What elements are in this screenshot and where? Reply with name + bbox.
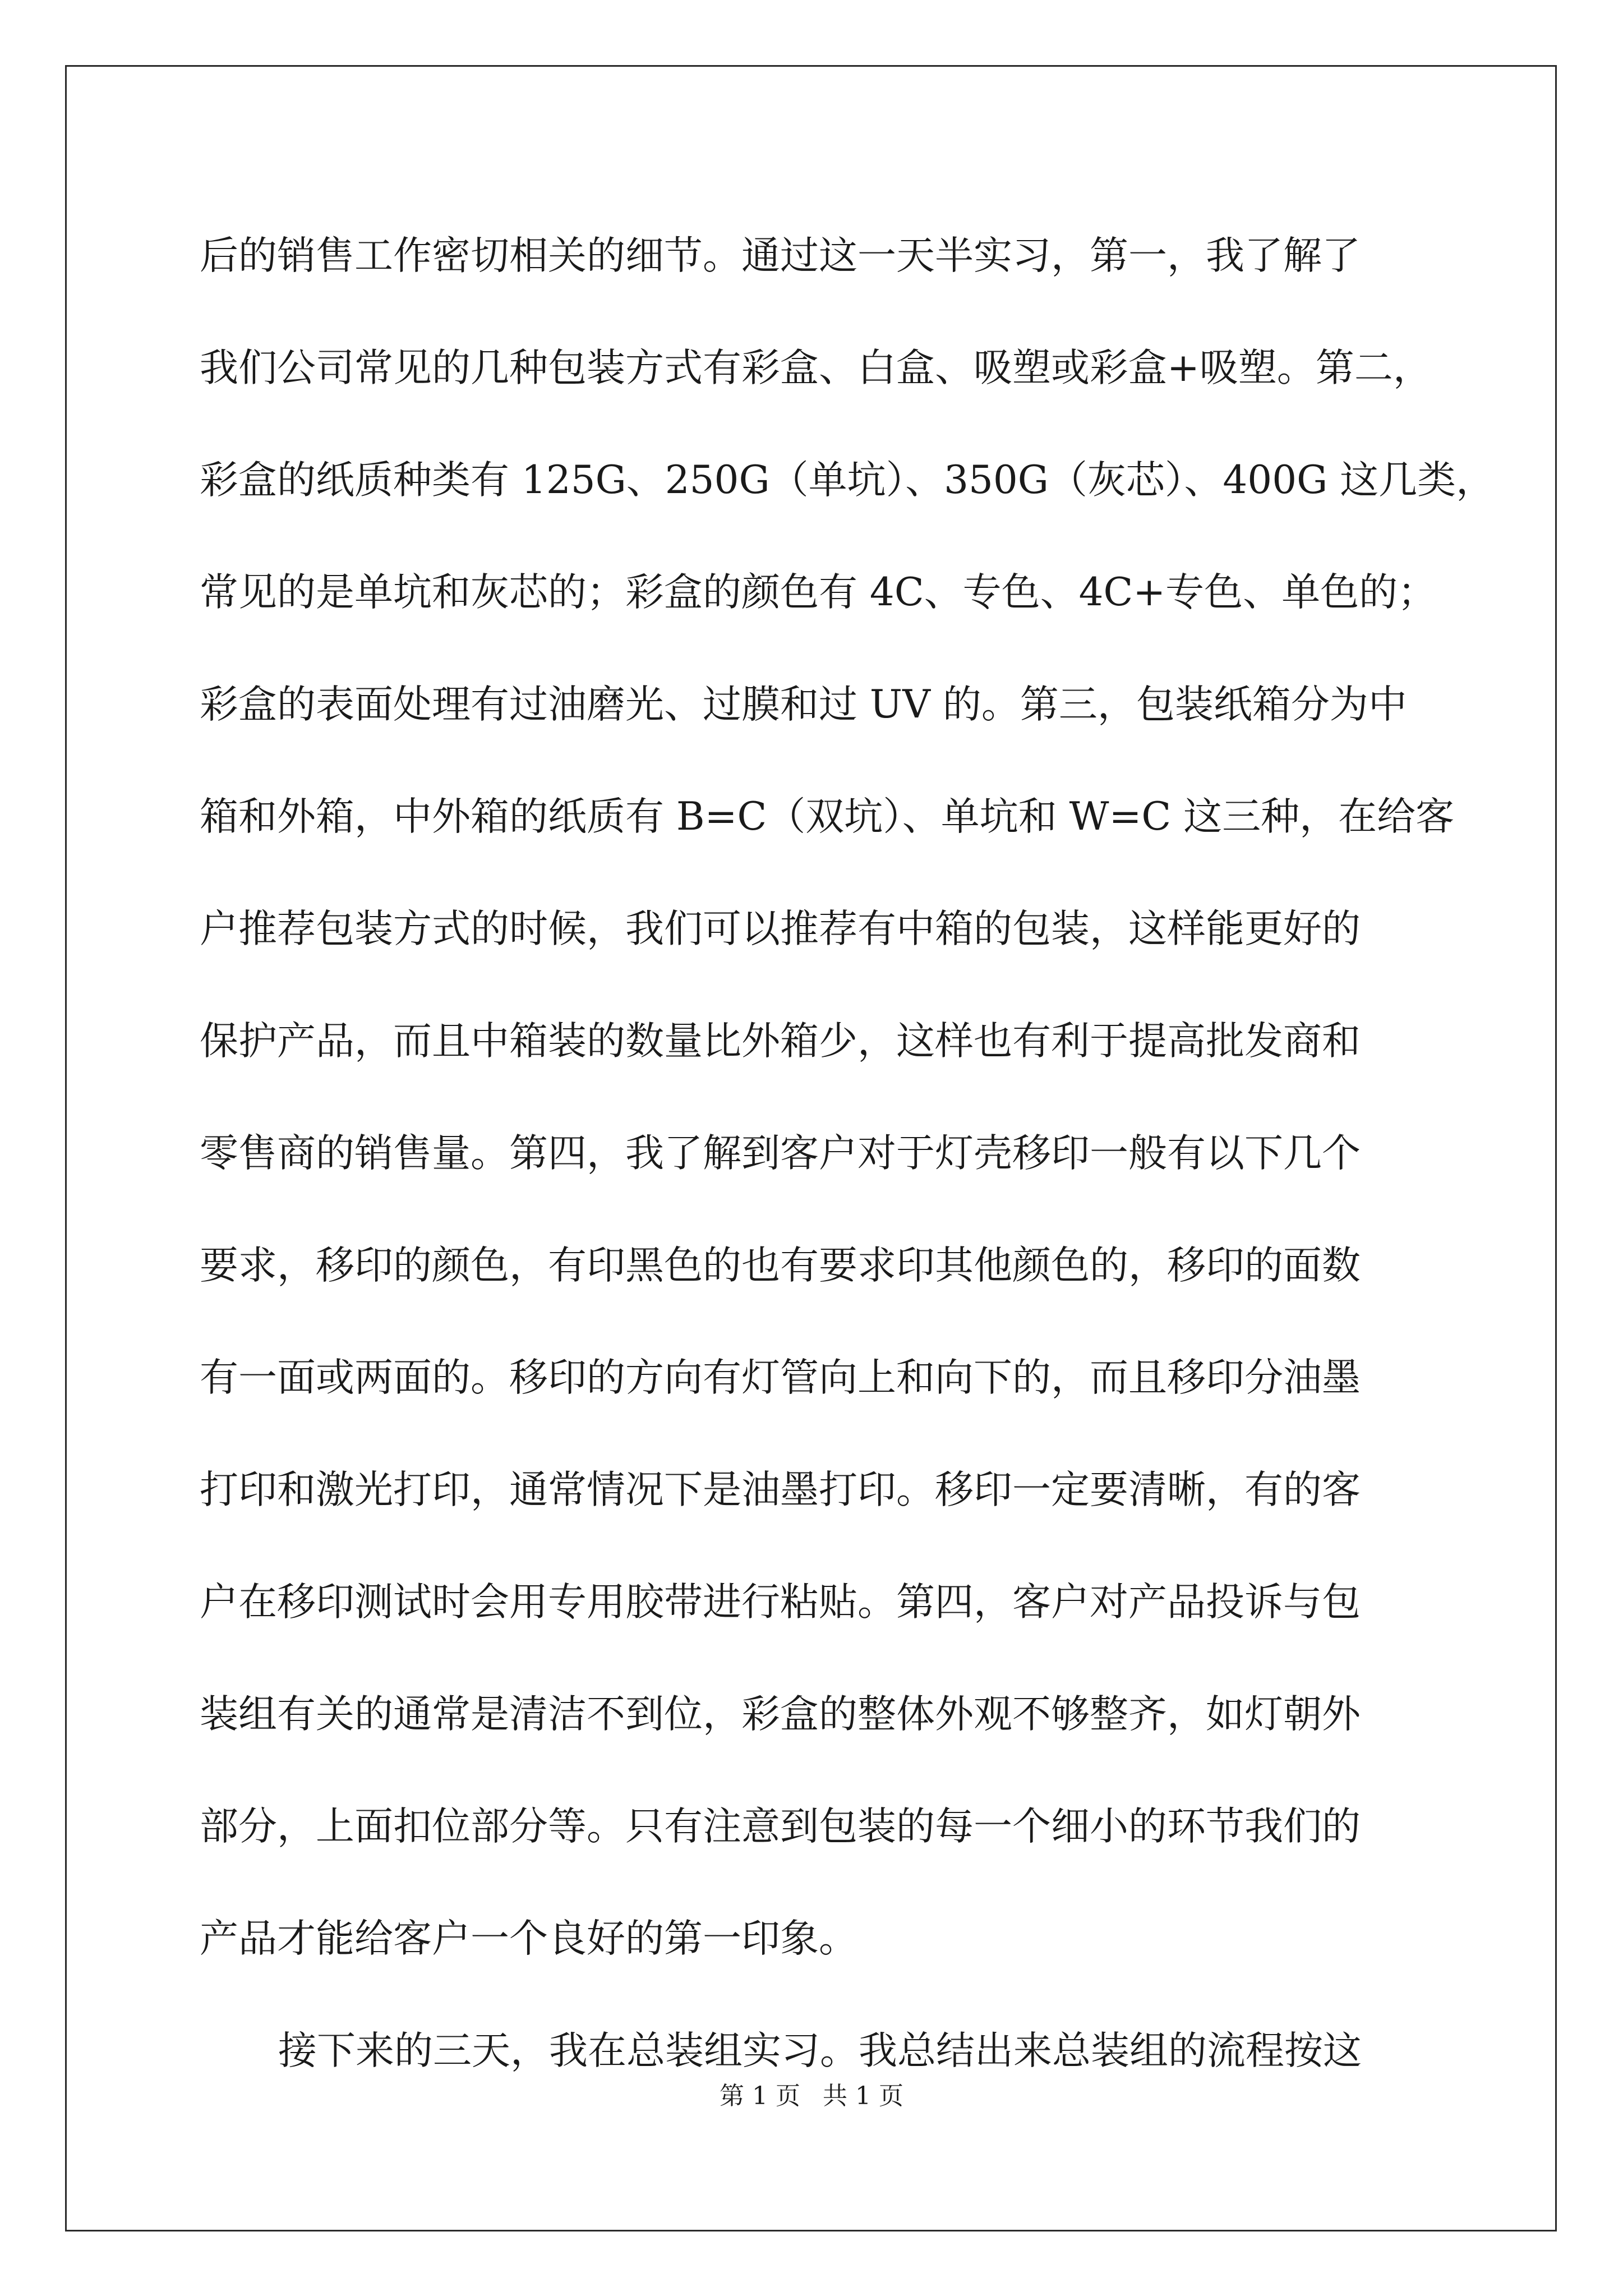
page-footer [0,2076,1623,2111]
text-line: 户在移印测试时会用专用胶带进行粘贴。第四，客户对产品投诉与包 [200,1580,1361,1625]
text-line: 有一面或两面的。移印的方向有灯管向上和向下的，而且移印分油墨 [200,1355,1361,1400]
page-number: 第 1 页 [720,2082,800,2110]
text-line: 保护产品，而且中箱装的数量比外箱少，这样也有利于提高批发商和 [200,1019,1361,1064]
text-line: 打印和激光打印，通常情况下是油墨打印。移印一定要清晰，有的客 [200,1467,1361,1512]
text-line: 我们公司常见的几种包装方式有彩盒、白盒、吸塑或彩盒+吸塑。第二， [200,346,1432,390]
text-line: 后的销售工作密切相关的细节。通过这一天半实习，第一，我了解了 [200,233,1361,278]
paragraph-start-line: 接下来的三天，我在总装组实习。我总结出来总装组的流程按这 [278,2028,1362,2073]
text-line: 彩盒的表面处理有过油磨光、过膜和过 UV 的。第三，包装纸箱分为中 [200,682,1407,727]
document-body [200,200,1495,2107]
text-line: 彩盒的纸质种类有 125G、250G（单坑）、350G（灰芯）、400G 这几类， [200,458,1495,503]
text-line: 零售商的销售量。第四，我了解到客户对于灯壳移印一般有以下几个 [200,1131,1361,1176]
page-total: 共 1 页 [823,2082,903,2110]
text-line: 产品才能给客户一个良好的第一印象。 [200,1916,857,1961]
text-line: 箱和外箱，中外箱的纸质有 B=C（双坑）、单坑和 W=C 这三种，在给客 [200,794,1455,839]
text-line: 常见的是单坑和灰芯的；彩盒的颜色有 4C、专色、4C+专色、单色的； [200,570,1437,615]
text-line: 要求，移印的颜色，有印黑色的也有要求印其他颜色的，移印的面数 [200,1243,1361,1288]
text-line: 户推荐包装方式的时候，我们可以推荐有中箱的包装，这样能更好的 [200,907,1361,951]
text-line: 部分，上面扣位部分等。只有注意到包装的每一个细小的环节我们的 [200,1804,1361,1849]
text-line: 装组有关的通常是清洁不到位，彩盒的整体外观不够整齐，如灯朝外 [200,1692,1361,1737]
